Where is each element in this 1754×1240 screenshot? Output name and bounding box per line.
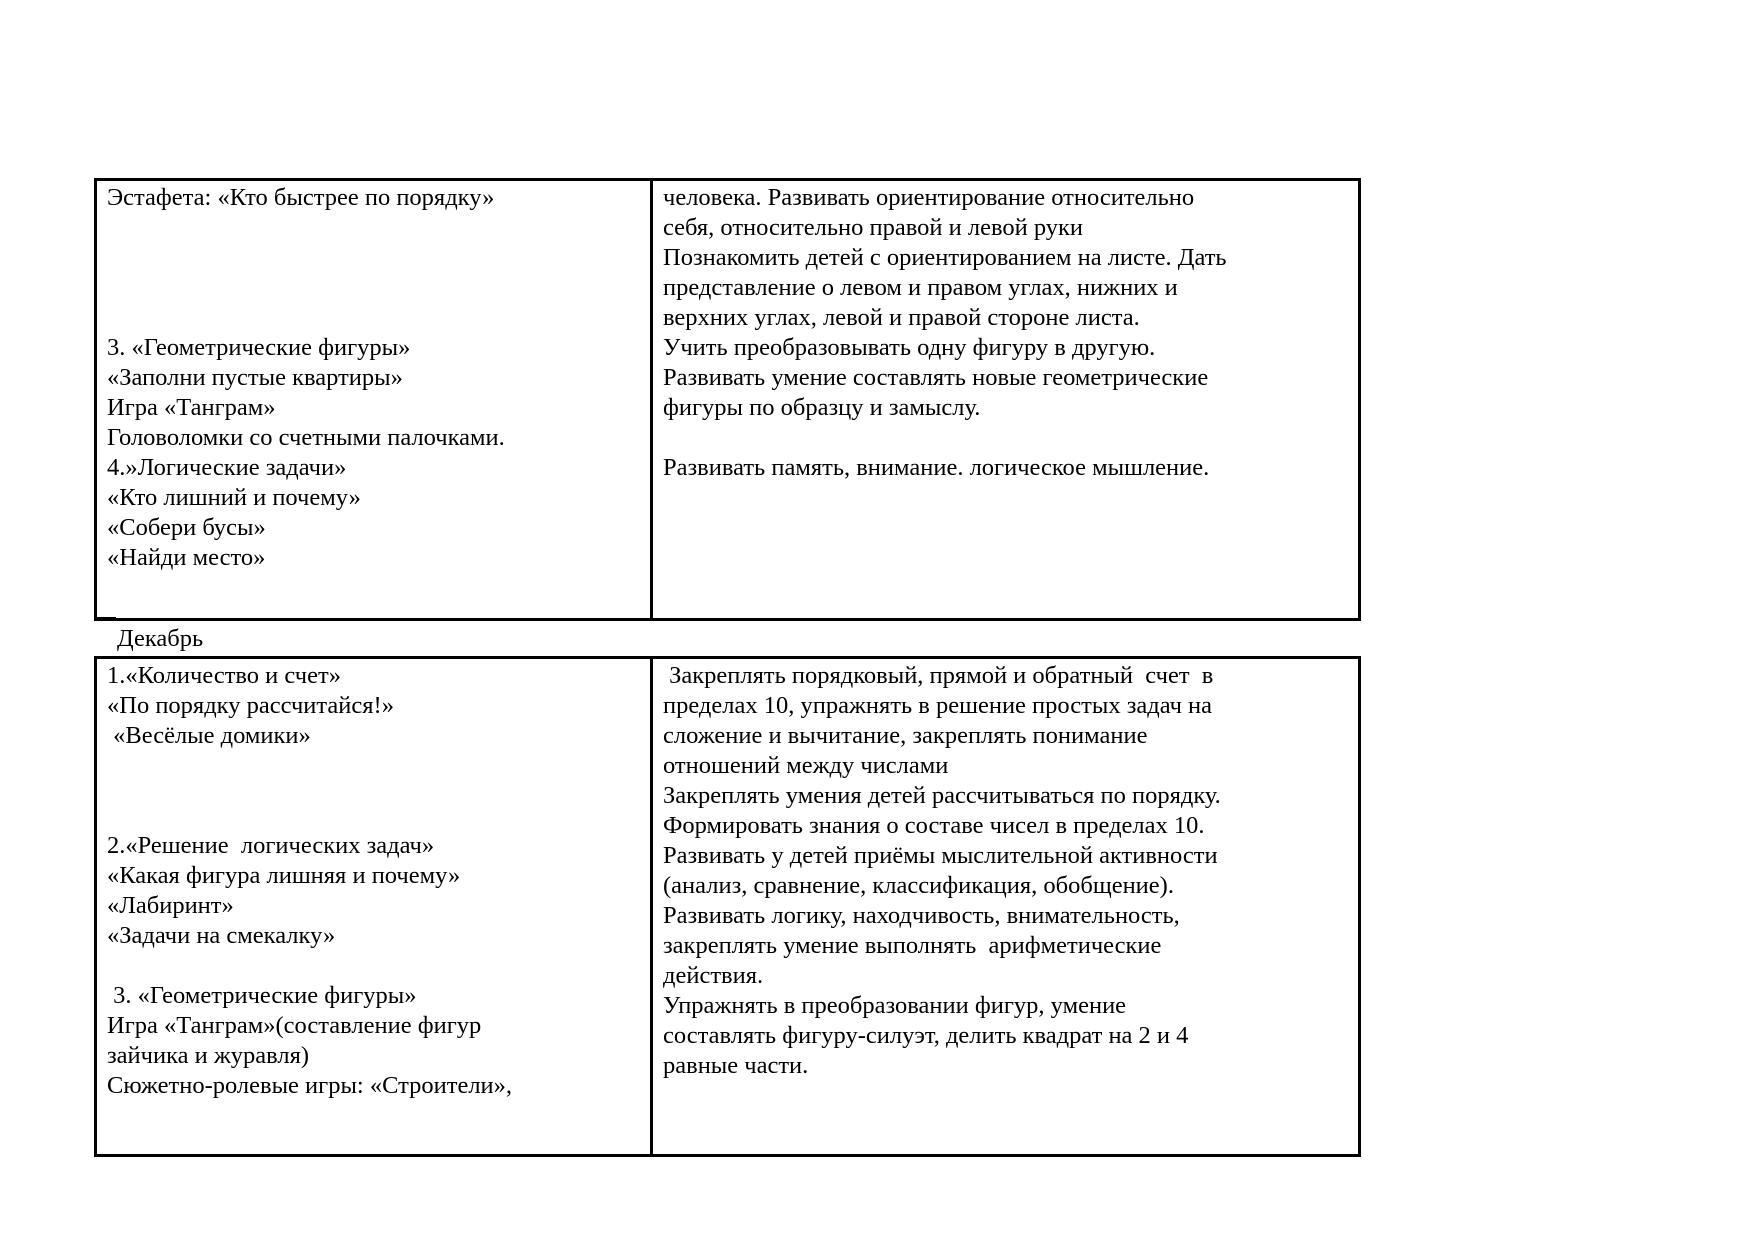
goal-line: отношений между числами [663,752,949,779]
table-row [96,658,1360,1156]
activity-line: «Какая фигура лишняя и почему» [107,862,461,889]
activity-line: зайчика и журавля) [107,1042,310,1069]
goal-line: Закреплять порядковый, прямой и обратный счет в [663,662,1214,689]
activity-line: «Лабиринт» [107,892,234,919]
activity-line: «Кто лишний и почему» [107,484,361,511]
activity-line: «Собери бусы» [107,514,266,541]
goal-line: себя, относительно правой и левой руки [663,214,1084,241]
goal-line: равные части. [663,1052,809,1079]
activity-line: 2.«Решение логических задач» [107,832,435,859]
goal-line: Развивать у детей приёмы мыслительной активности [663,842,1218,869]
goal-line: сложение и вычитание, закреплять понимание [663,722,1148,749]
goal-line: Развивать умение составлять новые геометрические [663,364,1209,391]
goal-line: Учить преобразовывать одну фигуру в другую. [663,334,1156,361]
goal-line: действия. [663,962,764,989]
activity-line: 3. «Геометрические фигуры» [107,982,417,1009]
activity-line: 3. «Геометрические фигуры» [107,334,411,361]
activity-line: «Весёлые домики» [107,722,311,749]
activity-line: Игра «Танграм»(составление фигур [107,1012,482,1039]
month-heading: Декабрь [117,625,204,652]
activity-line: Эстафета: «Кто быстрее по порядку» [107,184,495,211]
goal-line: составлять фигуру-силуэт, делить квадрат на 2 и 4 [663,1022,1189,1049]
goal-line: представление о левом и правом углах, нижних и [663,274,1178,301]
goal-line: Формировать знания о составе чисел в пределах 10. [663,812,1205,839]
activity-line: 4.»Логические задачи» [107,454,347,481]
activity-line: Игра «Танграм» [107,394,276,421]
goals-cell [652,180,1360,620]
goal-line: (анализ, сравнение, классификация, обобщение). [663,872,1174,899]
activity-line: «Задачи на смекалку» [107,922,336,949]
activity-line: «Найди место» [107,544,266,571]
activities-cell [96,180,652,620]
goal-line: верхних углах, левой и правой стороне листа. [663,304,1140,331]
goal-line: человека. Развивать ориентирование относительно [663,184,1195,211]
activity-line: «Заполни пустые квартиры» [107,364,403,391]
goal-line: Закреплять умения детей рассчитываться по порядку. [663,782,1221,809]
goal-line: закреплять умение выполнять арифметические [663,932,1162,959]
activities-cell [96,658,652,1156]
goal-line: Развивать память, внимание. логическое мышление. [663,454,1210,481]
table-row [96,180,1360,620]
goal-line: Познакомить детей с ориентированием на листе. Дать [663,244,1227,271]
goal-line: Упражнять в преобразовании фигур, умение [663,992,1127,1019]
table-border-stub [94,617,116,620]
goal-line: фигуры по образцу и замыслу. [663,394,981,421]
goal-line: пределах 10, упражнять в решение простых задач на [663,692,1213,719]
table-november-continued [94,178,1361,621]
table-december [94,656,1361,1157]
activity-line: Сюжетно-ролевые игры: «Строители», [107,1072,513,1099]
activity-line: «По порядку рассчитайся!» [107,692,394,719]
goal-line: Развивать логику, находчивость, внимательность, [663,902,1180,929]
activity-line: 1.«Количество и счет» [107,662,341,689]
goals-cell [652,658,1360,1156]
activity-line: Головоломки со счетными палочками. [107,424,505,451]
